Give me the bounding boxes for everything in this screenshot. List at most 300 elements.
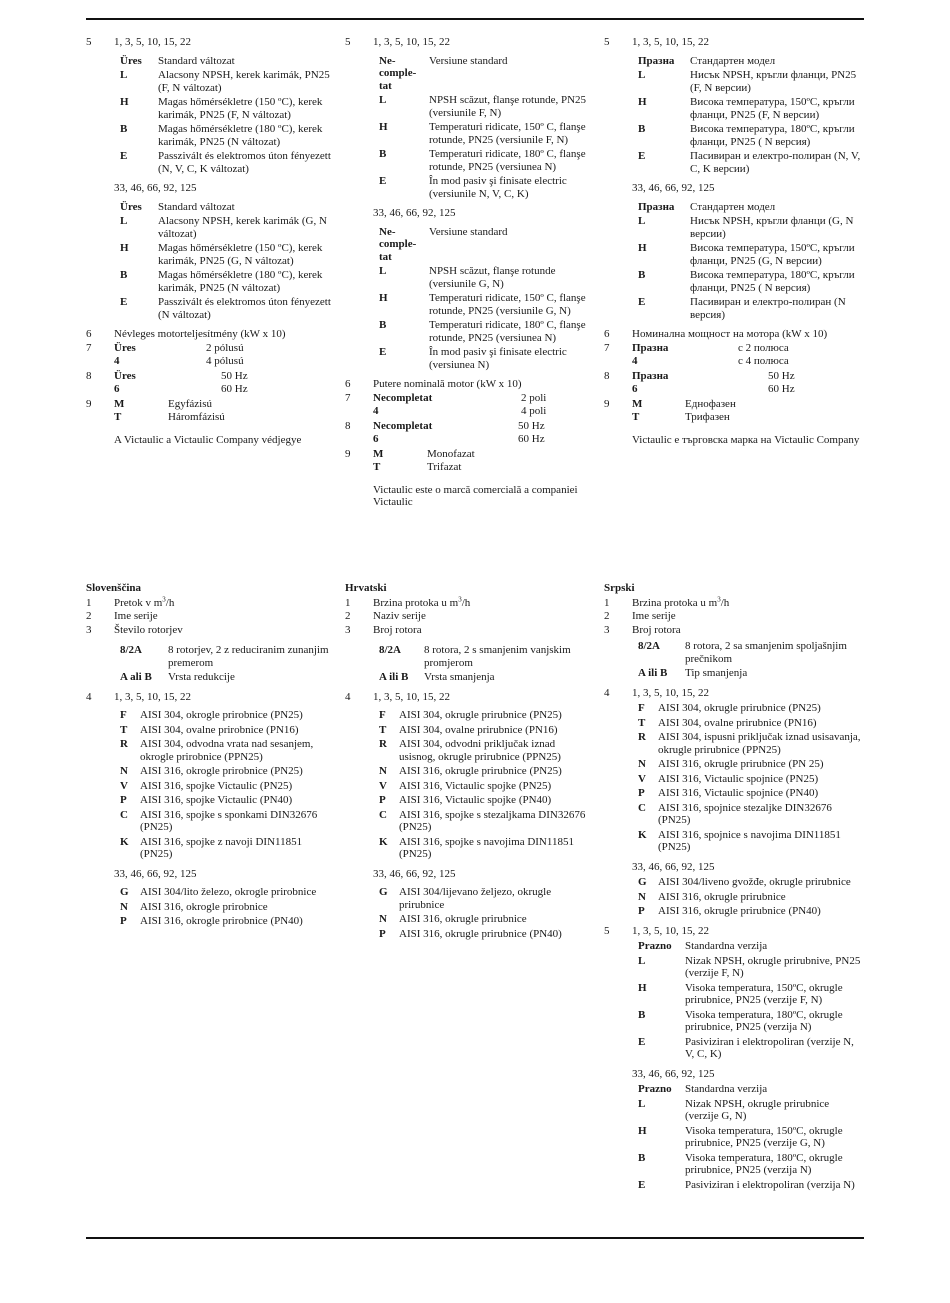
item-description: AISI 316, spojnice s navojima DIN11851 (PN25)	[658, 828, 841, 853]
item-description: Tip smanjenja	[685, 667, 748, 679]
section-6: 6 Putere nominală motor (kW x 10)	[345, 378, 522, 390]
section-9: 9 M Egyfázisú	[86, 397, 212, 410]
list-item	[379, 644, 590, 669]
size-range: 33, 46, 66, 92, 125	[373, 867, 456, 880]
list-item	[120, 215, 331, 240]
item-description: AISI 316, okrugle prirubnice (PN40)	[399, 927, 562, 940]
variant-table-large	[120, 201, 331, 322]
language-title: Slovenščina	[86, 582, 142, 594]
section-8: 8 Празна 50 Hz	[604, 369, 795, 382]
material-table	[120, 709, 331, 861]
list-item	[638, 1083, 862, 1096]
list-item	[379, 794, 590, 807]
variant-table-large	[638, 1083, 862, 1191]
list-item	[638, 640, 862, 665]
item-code: H	[638, 1124, 647, 1137]
item-description: AISI 304/lito železo, okrogle prirobnice	[140, 886, 317, 898]
list-item	[638, 1179, 862, 1192]
list-item	[638, 773, 862, 786]
item-description: AISI 316, okrogle prirobnice	[140, 900, 268, 913]
item-code: N	[120, 765, 128, 777]
list-item	[379, 671, 590, 684]
item-description: Visoka temperatura, 180ºC, okrugle prirubnice, PN25 (verzija N)	[685, 1008, 843, 1033]
section-8-row: 6 60 Hz	[114, 383, 248, 395]
item-description: Temperaturi ridicate, 180º C, flanşe rotunde, PN25 (versiunea N)	[429, 148, 586, 173]
material-table-large	[638, 876, 862, 918]
size-range: 33, 46, 66, 92, 125	[632, 1067, 715, 1080]
list-item	[379, 346, 590, 371]
romanian-column	[345, 36, 590, 515]
section-5-heading: 5 1, 3, 5, 10, 15, 22	[604, 36, 709, 48]
trademark-note: A Victaulic a Victaulic Company védjegye	[114, 433, 302, 446]
item-code: A ili B	[379, 671, 409, 683]
bottom-rule	[86, 1237, 864, 1239]
list-item	[638, 876, 862, 889]
item-description: AISI 304, okrogle prirobnice (PN25)	[140, 709, 303, 721]
item-code: K	[120, 835, 129, 848]
item-description: Pasiviziran i elektropoliran (verzije N, V, C, K)	[685, 1035, 854, 1060]
item-description: AISI 316, okrogle prirobnice (PN40)	[140, 915, 303, 927]
item-description: AISI 304, okrugle prirubnice (PN25)	[658, 702, 821, 714]
item-code: C	[638, 801, 646, 814]
item-description: AISI 304, ovalne prirubnice (PN16)	[399, 723, 558, 736]
item-description: AISI 304, odvodni priključak iznad usisnog, okrugle prirubnice (PPN25)	[399, 738, 561, 763]
item-code: E	[120, 296, 128, 308]
item-code: L	[379, 265, 387, 277]
list-item	[638, 982, 862, 1007]
list-item	[638, 758, 862, 771]
section-7-row: 4 4 pólusú	[114, 355, 244, 367]
item-description: AISI 316, spojke s navojima DIN11851 (PN25)	[399, 835, 574, 860]
size-range: 33, 46, 66, 92, 125	[114, 867, 197, 880]
list-item	[379, 226, 590, 264]
item-description: Visoka temperatura, 150ºC, okrugle prirubnice, PN25 (verzije F, N)	[685, 981, 843, 1006]
item-description: 8 rotora, 2 sa smanjenim spoljašnjim prečnikom	[685, 640, 847, 665]
list-item	[379, 928, 590, 941]
list-item	[120, 55, 331, 68]
list-item	[638, 717, 862, 730]
item-description: Vrsta smanjenja	[424, 671, 495, 683]
material-table	[638, 702, 862, 854]
item-description: Versiune standard	[429, 54, 508, 67]
item-3: 3 Broj rotora	[604, 623, 681, 636]
item-description: Visoka temperatura, 180ºC, okrugle prirubnice, PN25 (verzija N)	[685, 1151, 843, 1176]
item-code: E	[638, 150, 646, 162]
bulgarian-column	[604, 36, 862, 452]
list-item	[120, 242, 331, 267]
list-item	[120, 201, 331, 214]
item-description: Nizak NPSH, okrugle prirubnive, PN25 (verzije F, N)	[685, 954, 861, 979]
item-description: NPSH scăzut, flanşe rotunde (versiunile G, N)	[429, 265, 556, 290]
item-description: Pasiviziran i elektropoliran (verzija N)	[685, 1178, 855, 1191]
list-item	[638, 55, 862, 68]
item-code: Ne-comple-tat	[379, 54, 417, 92]
item-code: Празна	[638, 54, 675, 67]
item-code: Prazno	[638, 1083, 672, 1095]
item-description: Magas hőmérsékletre (180 ºC), kerek karimák, PN25 (N változat)	[158, 269, 323, 294]
item-description: Standardna verzija	[685, 940, 768, 952]
list-item	[120, 724, 331, 737]
item-description: Vrsta redukcije	[168, 671, 235, 683]
item-description: Пасивиран и електро-полиран (N версия)	[690, 296, 846, 321]
list-item	[120, 886, 331, 899]
item-code: N	[379, 765, 387, 777]
item-description: AISI 316, okrugle prirubnice	[658, 890, 786, 903]
list-item	[379, 809, 590, 834]
slovenian-column	[86, 582, 331, 935]
item-code: B	[379, 319, 387, 331]
item-code: H	[638, 981, 647, 994]
item-description: Стандартен модел	[690, 200, 776, 213]
item-description: AISI 316, spojke s stezaljkama DIN32676 (PN25)	[399, 808, 586, 833]
hungarian-column	[86, 36, 331, 452]
list-item	[638, 296, 862, 321]
item-description: AISI 316, okrugle prirubnice (PN 25)	[658, 758, 824, 770]
section-6: 6 Номинална мощност на мотора (kW x 10)	[604, 328, 828, 340]
list-item	[120, 96, 331, 121]
list-item	[379, 724, 590, 737]
item-2: 2 Ime serije	[604, 610, 676, 622]
item-code: E	[638, 1178, 646, 1191]
list-item	[638, 787, 862, 800]
item-code: B	[638, 1151, 646, 1164]
section-9: 9 M Еднофазен	[604, 397, 736, 410]
section-9: 9 M Monofazat	[345, 447, 475, 460]
list-item	[638, 955, 862, 980]
item-code: L	[638, 1097, 646, 1110]
item-code: K	[379, 835, 388, 848]
rotor-table	[379, 644, 590, 684]
item-description: Versiune standard	[429, 225, 508, 238]
item-code: A ili B	[638, 667, 668, 679]
variant-table	[638, 55, 862, 176]
item-description: AISI 316, okrugle prirubnice (PN40)	[658, 905, 821, 917]
section-9-row: T Трифазен	[632, 411, 730, 423]
item-description: Passzivált és elektromos úton fényezett (N változat)	[158, 296, 331, 321]
list-item	[638, 1036, 862, 1061]
item-code: F	[638, 702, 645, 714]
list-item	[120, 809, 331, 834]
list-item	[638, 1125, 862, 1150]
section-9-row: T Trifazat	[373, 461, 462, 473]
top-rule	[86, 18, 864, 20]
variant-table	[120, 55, 331, 176]
item-code: P	[120, 794, 127, 806]
list-item	[638, 940, 862, 953]
item-description: AISI 316, okrugle prirubnice	[399, 913, 527, 925]
item-code: B	[120, 269, 128, 281]
item-description: Нисък NPSH, кръгли фланци (G, N версии)	[690, 215, 854, 240]
list-item	[120, 709, 331, 722]
language-title: Srpski	[604, 582, 635, 594]
list-item	[379, 121, 590, 146]
item-description: AISI 316, spojke z navoji DIN11851 (PN25)	[140, 835, 303, 860]
section-5-heading: 5 1, 3, 5, 10, 15, 22	[86, 36, 191, 48]
list-item	[120, 644, 331, 669]
item-1: 1 Pretok v $m^3/h$	[86, 594, 175, 609]
list-item	[638, 69, 862, 94]
item-description: AISI 316, Victaulic spojke (PN25)	[399, 779, 552, 792]
section-7: 7 Üres 2 pólusú	[86, 341, 244, 354]
item-code: 8/2A	[638, 640, 660, 652]
item-3: 3 Broj rotora	[345, 623, 422, 636]
serbian-column	[604, 582, 862, 1198]
list-item	[379, 292, 590, 317]
item-code: B	[120, 123, 128, 135]
item-description: AISI 316, spojnice stezaljke DIN32676 (PN25)	[658, 801, 832, 826]
list-item	[120, 738, 331, 763]
item-code: L	[638, 69, 646, 81]
item-2: 2 Ime serije	[86, 610, 158, 622]
item-code: N	[379, 913, 387, 925]
item-5: 5 1, 3, 5, 10, 15, 22	[604, 924, 709, 937]
item-description: 8 rotora, 2 s smanjenim vanjskim promjerom	[424, 644, 571, 669]
item-code: L	[638, 954, 646, 967]
item-description: AISI 304/liveno gvožđe, okrugle prirubnice	[658, 876, 851, 888]
item-description: Standard változat	[158, 54, 235, 67]
item-description: Visoka temperatura, 150ºC, okrugle prirubnice, PN25 (verzije G, N)	[685, 1124, 843, 1149]
list-item	[638, 829, 862, 854]
item-code: E	[379, 346, 387, 358]
list-item	[379, 780, 590, 793]
item-code: C	[120, 808, 128, 821]
item-code: E	[638, 296, 646, 308]
item-description: AISI 304, ovalne prirubnice (PN16)	[658, 716, 817, 729]
item-4: 4 1, 3, 5, 10, 15, 22	[345, 690, 450, 703]
item-code: B	[379, 148, 387, 160]
item-code: P	[379, 794, 386, 806]
item-description: Magas hőmérsékletre (150 ºC), kerek karimák, PN25 (G, N változat)	[158, 242, 323, 267]
item-description: AISI 304/lijevano željezo, okrugle prirubnice	[399, 886, 552, 911]
item-code: 8/2A	[379, 644, 401, 656]
section-7: 7 Празна с 2 полюса	[604, 341, 789, 354]
list-item	[638, 96, 862, 121]
list-item	[379, 765, 590, 778]
item-description: AISI 316, okrugle prirubnice (PN25)	[399, 765, 562, 777]
item-code: H	[638, 96, 647, 108]
item-code: P	[638, 787, 645, 799]
item-code: H	[379, 121, 388, 133]
list-item	[120, 915, 331, 928]
item-description: Temperaturi ridicate, 180º C, flanşe rotunde, PN25 (versiunea N)	[429, 319, 586, 344]
list-item	[379, 319, 590, 344]
section-7-row: 4 4 poli	[373, 405, 547, 417]
item-description: Magas hőmérsékletre (180 ºC), kerek karimák, PN25 (N változat)	[158, 123, 323, 148]
list-item	[120, 765, 331, 778]
item-description: Standardna verzija	[685, 1083, 768, 1095]
item-code: V	[638, 772, 646, 785]
size-range: 33, 46, 66, 92, 125	[632, 860, 715, 873]
item-code: P	[638, 905, 645, 917]
material-table	[379, 709, 590, 861]
item-description: Alacsony NPSH, kerek karimák, PN25 (F, N változat)	[158, 69, 330, 94]
item-code: Üres	[120, 200, 142, 213]
item-code: A ali B	[120, 671, 152, 683]
list-item	[638, 215, 862, 240]
croatian-column	[345, 582, 590, 947]
item-4: 4 1, 3, 5, 10, 15, 22	[86, 690, 191, 703]
section-6: 6 Névleges motorteljesítmény (kW x 10)	[86, 328, 286, 340]
list-item	[638, 1098, 862, 1123]
item-description: Висока температура, 180ºC, кръгли фланци, PN25 ( N версия)	[690, 123, 855, 148]
section-8-row: 6 60 Hz	[373, 433, 545, 445]
language-title: Hrvatski	[345, 582, 387, 594]
item-code: L	[379, 94, 387, 106]
list-item	[638, 1152, 862, 1177]
item-description: Nizak NPSH, okrugle prirubnice (verzije G, N)	[685, 1097, 830, 1122]
item-3: 3 Število rotorjev	[86, 623, 183, 636]
item-code: F	[379, 709, 386, 721]
list-item	[379, 738, 590, 763]
rotor-table	[120, 644, 331, 684]
list-item	[120, 296, 331, 321]
list-item	[379, 913, 590, 926]
section-9-row: T Háromfázisú	[114, 411, 225, 423]
item-description: AISI 316, spojke Victaulic (PN25)	[140, 779, 293, 792]
item-description: AISI 316, spojke Victaulic (PN40)	[140, 794, 293, 806]
item-code: C	[379, 808, 387, 821]
item-code: Prazno	[638, 940, 672, 952]
item-code: H	[638, 242, 647, 254]
item-description: AISI 316, okrogle prirobnice (PN25)	[140, 765, 303, 777]
list-item	[638, 242, 862, 267]
item-code: B	[638, 1008, 646, 1021]
size-range: 33, 46, 66, 92, 125	[632, 182, 715, 194]
item-description: Passzivált és elektromos úton fényezett (N, V, C, K változat)	[158, 150, 331, 175]
list-item	[638, 123, 862, 148]
item-code: G	[120, 886, 129, 898]
item-description: Висока температура, 150ºC, кръгли фланци, PN25 (F, N версии)	[690, 96, 855, 121]
list-item	[120, 836, 331, 861]
list-item	[638, 269, 862, 294]
list-item	[638, 667, 862, 680]
item-description: NPSH scăzut, flanşe rotunde, PN25 (versiunile F, N)	[429, 94, 587, 119]
item-description: Alacsony NPSH, kerek karimák (G, N változat)	[158, 215, 327, 240]
item-code: V	[120, 779, 128, 792]
item-description: AISI 304, ovalne prirobnice (PN16)	[140, 723, 299, 736]
item-code: F	[120, 709, 127, 721]
section-7-row: 4 с 4 полюса	[632, 355, 789, 367]
variant-table	[379, 55, 590, 201]
item-code: Ne-comple-tat	[379, 225, 417, 263]
item-code: P	[379, 927, 386, 940]
item-code: H	[120, 242, 129, 254]
item-code: L	[120, 215, 128, 227]
item-4: 4 1, 3, 5, 10, 15, 22	[604, 686, 709, 699]
list-item	[379, 148, 590, 173]
section-8: 8 Necompletat 50 Hz	[345, 419, 545, 432]
list-item	[379, 55, 590, 93]
list-item	[120, 780, 331, 793]
item-description: Temperaturi ridicate, 150º C, flanşe rotunde, PN25 (versiunile G, N)	[429, 292, 586, 317]
item-code: R	[379, 738, 387, 750]
item-code: H	[120, 96, 129, 108]
item-description: AISI 316, Victaulic spojke (PN40)	[399, 794, 552, 806]
section-8-row: 6 60 Hz	[632, 383, 795, 395]
list-item	[638, 1009, 862, 1034]
section-5-heading: 5 1, 3, 5, 10, 15, 22	[345, 36, 450, 48]
item-code: N	[638, 890, 646, 903]
item-code: R	[120, 738, 128, 750]
section-7: 7 Necompletat 2 poli	[345, 391, 547, 404]
list-item	[379, 175, 590, 200]
list-item	[638, 905, 862, 918]
item-code: R	[638, 731, 646, 743]
list-item	[379, 836, 590, 861]
item-code: Üres	[120, 54, 142, 67]
item-description: Temperaturi ridicate, 150º C, flanşe rotunde, PN25 (versiunile F, N)	[429, 121, 586, 146]
list-item	[379, 94, 590, 119]
list-item	[638, 702, 862, 715]
material-table-large	[379, 886, 590, 940]
item-code: L	[638, 215, 646, 227]
list-item	[638, 891, 862, 904]
item-description: AISI 316, spojke s sponkami DIN32676 (PN25)	[140, 808, 318, 833]
item-description: AISI 304, okrugle prirubnice (PN25)	[399, 709, 562, 721]
item-code: H	[379, 292, 388, 304]
item-description: AISI 316, Victaulic spojnice (PN25)	[658, 772, 819, 785]
item-code: E	[379, 175, 387, 187]
list-item	[120, 671, 331, 684]
list-item	[120, 269, 331, 294]
size-range: 33, 46, 66, 92, 125	[114, 182, 197, 194]
item-description: În mod pasiv şi finisate electric (versiunile N, V, C, K)	[429, 175, 567, 200]
item-code: Празна	[638, 200, 675, 213]
variant-table	[638, 940, 862, 1061]
list-item	[120, 69, 331, 94]
list-item	[120, 150, 331, 175]
list-item	[120, 901, 331, 914]
item-description: 8 rotorjev, 2 z reduciranim zunanjim premerom	[168, 644, 329, 669]
item-code: E	[120, 150, 128, 162]
item-code: L	[120, 69, 128, 81]
item-description: Standard változat	[158, 200, 235, 213]
material-table-large	[120, 886, 331, 928]
item-description: Висока температура, 180ºC, кръгли фланци, PN25 ( N версия)	[690, 269, 855, 294]
list-item	[120, 123, 331, 148]
size-range: 33, 46, 66, 92, 125	[373, 207, 456, 219]
list-item	[120, 794, 331, 807]
item-1: 1 Brzina protoka u $m^3/h$	[604, 594, 730, 609]
item-description: Нисък NPSH, кръгли фланци, PN25 (F, N версии)	[690, 69, 857, 94]
item-description: AISI 304, ispusni priključak iznad usisavanja, okrugle prirubnice (PPN25)	[658, 731, 861, 756]
list-item	[379, 709, 590, 722]
item-description: AISI 304, odvodna vrata nad sesanjem, okrogle prirobnice (PPN25)	[140, 738, 314, 763]
trademark-note: Victaulic е търговска марка на Victaulic Company	[632, 433, 860, 446]
list-item	[638, 731, 862, 756]
item-code: N	[638, 758, 646, 770]
item-code: B	[638, 269, 646, 281]
item-code: G	[638, 876, 647, 888]
item-code: G	[379, 886, 388, 898]
list-item	[379, 265, 590, 290]
item-code: 8/2A	[120, 644, 142, 656]
list-item	[638, 201, 862, 214]
item-description: AISI 316, Victaulic spojnice (PN40)	[658, 787, 819, 799]
item-code: B	[638, 123, 646, 135]
item-description: Стандартен модел	[690, 54, 776, 67]
item-code: E	[638, 1035, 646, 1048]
variant-table-large	[638, 201, 862, 322]
list-item	[638, 802, 862, 827]
list-item	[379, 886, 590, 911]
item-description: Magas hőmérsékletre (150 ºC), kerek karimák, PN25 (F, N változat)	[158, 96, 323, 121]
item-description: Пасивиран и електро-полиран (N, V, C, K версии)	[690, 150, 861, 175]
item-2: 2 Naziv serije	[345, 610, 426, 622]
variant-table-large	[379, 226, 590, 372]
item-code: T	[120, 723, 128, 736]
section-8: 8 Üres 50 Hz	[86, 369, 248, 382]
